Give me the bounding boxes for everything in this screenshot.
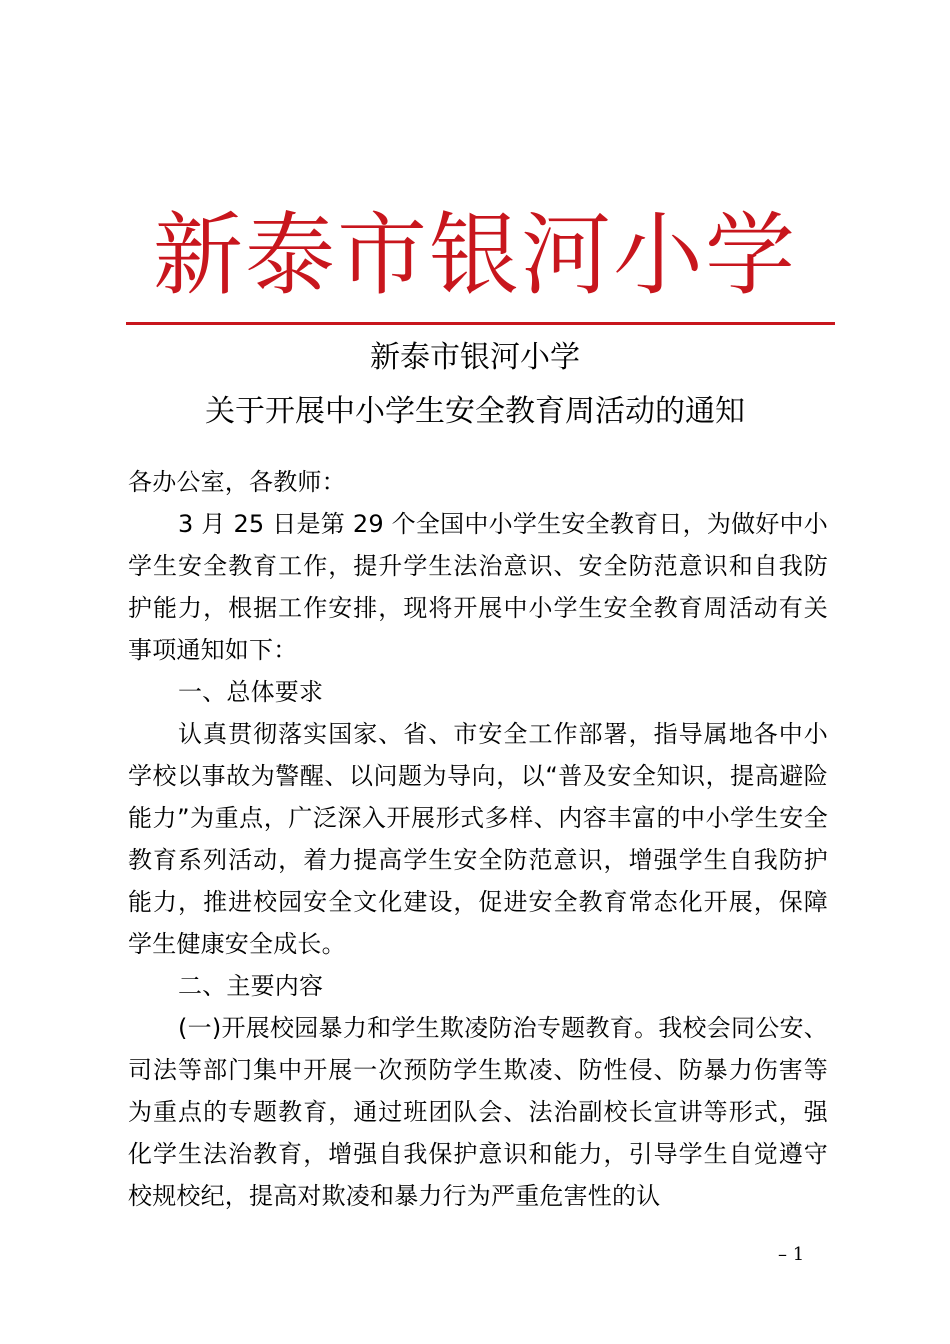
- document-title-line-1: 新泰市银河小学: [370, 340, 580, 375]
- document-title-line-2: 关于开展中小学生安全教育周活动的通知: [205, 394, 745, 429]
- section-2-heading: 二、主要内容: [178, 972, 324, 1000]
- intro-paragraph: 3 月 25 日是第 29 个全国中小学生安全教育日，为做好中小学生安全教育工作，提升学生法治意识、安全防范意识和自我防护能力，根据工作安排，现将开展中小学生安全教育周活动有关事项通知如下：: [128, 510, 828, 664]
- salutation: 各办公室，各教师：: [128, 468, 346, 496]
- red-divider-line: [126, 322, 835, 325]
- section-2-item-1-paragraph: (一)开展校园暴力和学生欺凌防治专题教育。我校会同公安、司法等部门集中开展一次预防学生欺凌、防性侵、防暴力伤害等为重点的专题教育，通过班团队会、法治副校长宣讲等形式，强化学生法治教育，增强自我保护意识和能力，引导学生自觉遵守校规校纪，提高对欺凌和暴力行为严重危害性的认: [128, 1014, 828, 1210]
- section-1-paragraph: 认真贯彻落实国家、省、市安全工作部署，指导属地各中小学校以事故为警醒、以问题为导向，以“普及安全知识，提高避险能力”为重点，广泛深入开展形式多样、内容丰富的中小学生安全教育系列活动，着力提高学生安全防范意识，增强学生自我防护能力，推进校园安全文化建设，促进安全教育常态化开展，保障学生健康安全成长。: [128, 720, 828, 958]
- section-1-heading: 一、总体要求: [178, 678, 324, 706]
- page-number: – 1: [778, 1244, 805, 1265]
- document-body: [128, 461, 828, 1217]
- school-masthead: 新泰市银河小学: [153, 203, 797, 308]
